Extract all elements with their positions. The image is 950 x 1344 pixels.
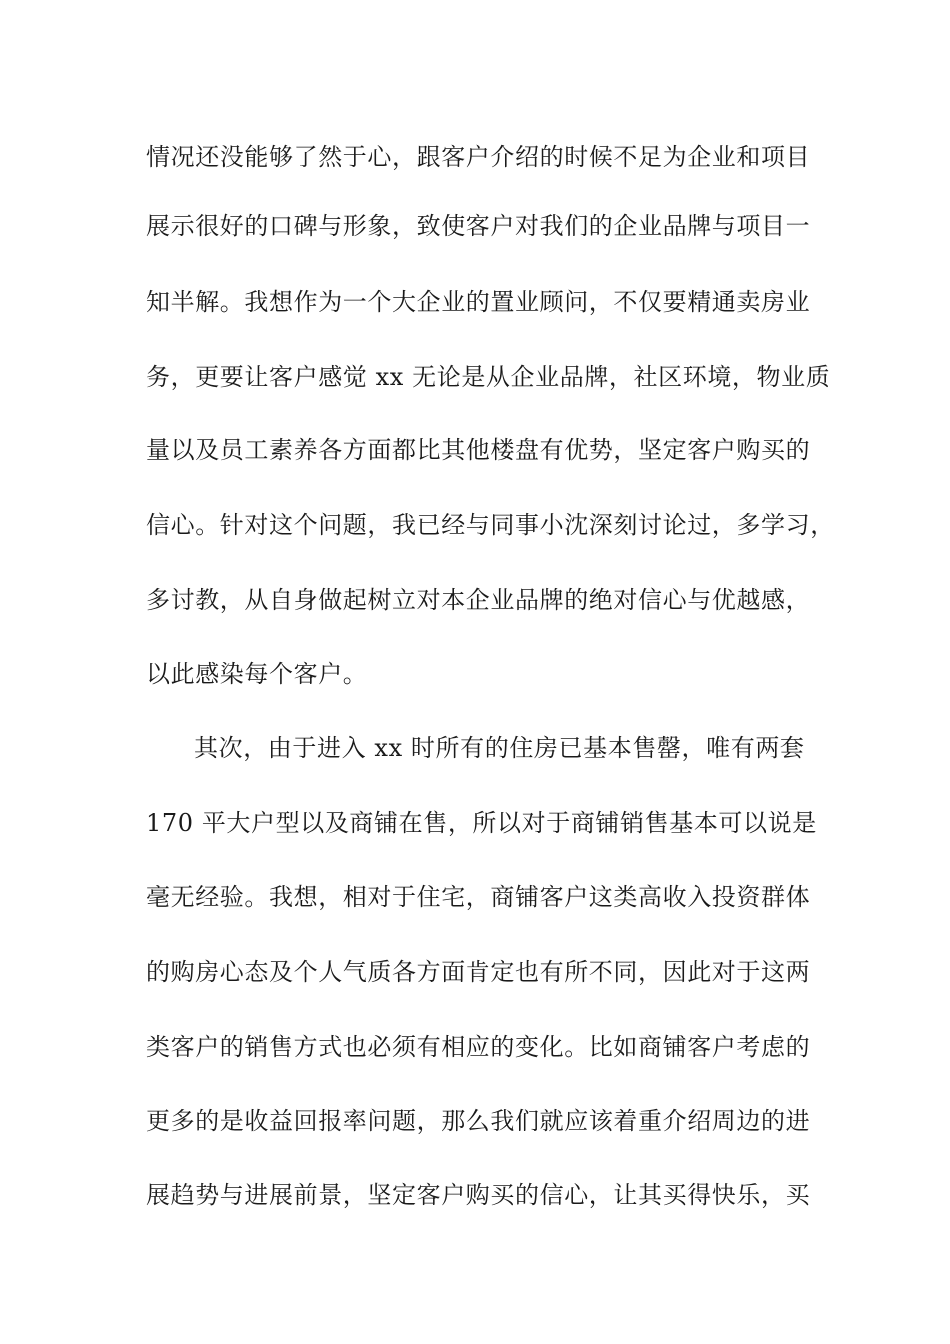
paragraph-1-line-7: 多讨教，从自身做起树立对本企业品牌的绝对信心与优越感， — [146, 586, 811, 614]
paragraph-1-line-2: 展示很好的口碑与形象，致使客户对我们的企业品牌与项目一 — [146, 212, 811, 240]
paragraph-2-line-1: 其次，由于进入 xx 时所有的住房已基本售罄，唯有两套 — [194, 734, 805, 762]
paragraph-1-line-4: 务，更要让客户感觉 xx 无论是从企业品牌，社区环境，物业质 — [146, 363, 831, 391]
paragraph-1-line-6: 信心。针对这个问题，我已经与同事小沈深刻讨论过，多学习， — [146, 511, 835, 539]
paragraph-2-line-3: 毫无经验。我想，相对于住宅，商铺客户这类高收入投资群体 — [146, 883, 811, 911]
paragraph-1-line-8: 以此感染每个客户。 — [146, 660, 368, 688]
paragraph-2-line-5: 类客户的销售方式也必须有相应的变化。比如商铺客户考虑的 — [146, 1033, 811, 1061]
paragraph-2-line-2: 170 平大户型以及商铺在售，所以对于商铺销售基本可以说是 — [146, 809, 817, 837]
paragraph-1-line-1: 情况还没能够了然于心，跟客户介绍的时候不足为企业和项目 — [146, 143, 811, 171]
paragraph-1-line-3: 知半解。我想作为一个大企业的置业顾问，不仅要精通卖房业 — [146, 288, 811, 316]
paragraph-2-line-4: 的购房心态及个人气质各方面肯定也有所不同，因此对于这两 — [146, 958, 811, 986]
paragraph-1-line-5: 量以及员工素养各方面都比其他楼盘有优势，坚定客户购买的 — [146, 436, 811, 464]
paragraph-2-line-7: 展趋势与进展前景，坚定客户购买的信心，让其买得快乐，买 — [146, 1181, 811, 1209]
paragraph-2-line-6: 更多的是收益回报率问题，那么我们就应该着重介绍周边的进 — [146, 1107, 811, 1135]
